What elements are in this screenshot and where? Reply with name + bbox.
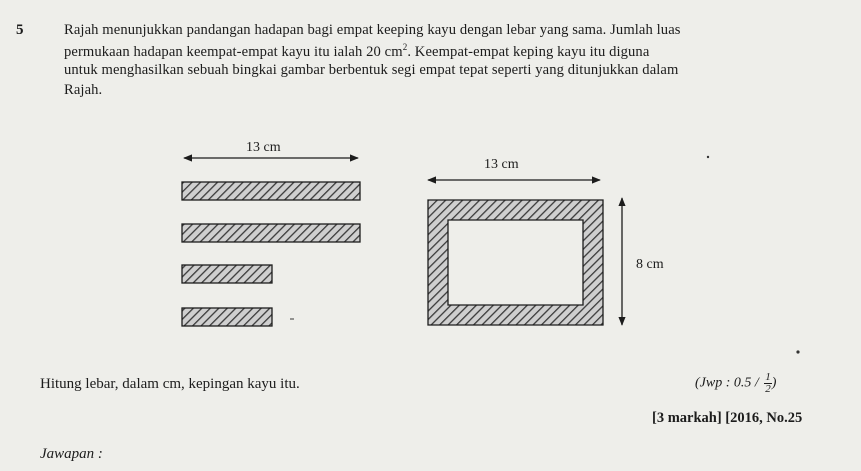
picture-frame [428,200,603,325]
marks-and-source: [3 markah] [2016, No.25 [652,410,803,426]
question-text-line-3: untuk menghasilkan sebuah bingkai gambar berbentuk segi empat tepat seperti yang ditunjukkan dalam [64,62,679,78]
question-text-line-2-part-2: . Keempat-empat keping kayu itu diguna [407,43,650,60]
speck [707,156,709,158]
question-text-line-4: Rajah. [64,82,103,98]
answer-key-fraction [764,372,772,395]
wood-piece-4 [182,308,272,326]
frame-height-label: 8 cm [636,257,664,272]
answer-key [695,372,776,395]
question-text-line-2-part-1: permukaan hadapan keempat-empat kayu itu ialah 20 cm [64,43,403,60]
fraction-numerator: 1 [765,371,771,383]
frame-width-label: 13 cm [484,157,519,172]
speck [796,350,799,353]
left-dimension-label: 13 cm [246,140,281,155]
answer-key-prefix: (Jwp : 0.5 / [695,375,763,391]
superscript-2: 2 [402,42,408,52]
wood-piece-1 [182,182,360,200]
answer-key-suffix: ) [771,375,777,391]
fraction-denominator: 2 [765,383,771,395]
question-text-line-1: Rajah menunjukkan pandangan hadapan bagi empat keeping kayu dengan lebar yang sama. Jumlah luas [64,22,681,38]
instruction-text: Hitung lebar, dalam cm, kepingan kayu itu. [40,376,300,392]
wood-piece-2 [182,224,360,242]
question-number: 5 [16,22,24,38]
wood-piece-3 [182,265,272,283]
answer-label: Jawapan : [40,446,103,462]
